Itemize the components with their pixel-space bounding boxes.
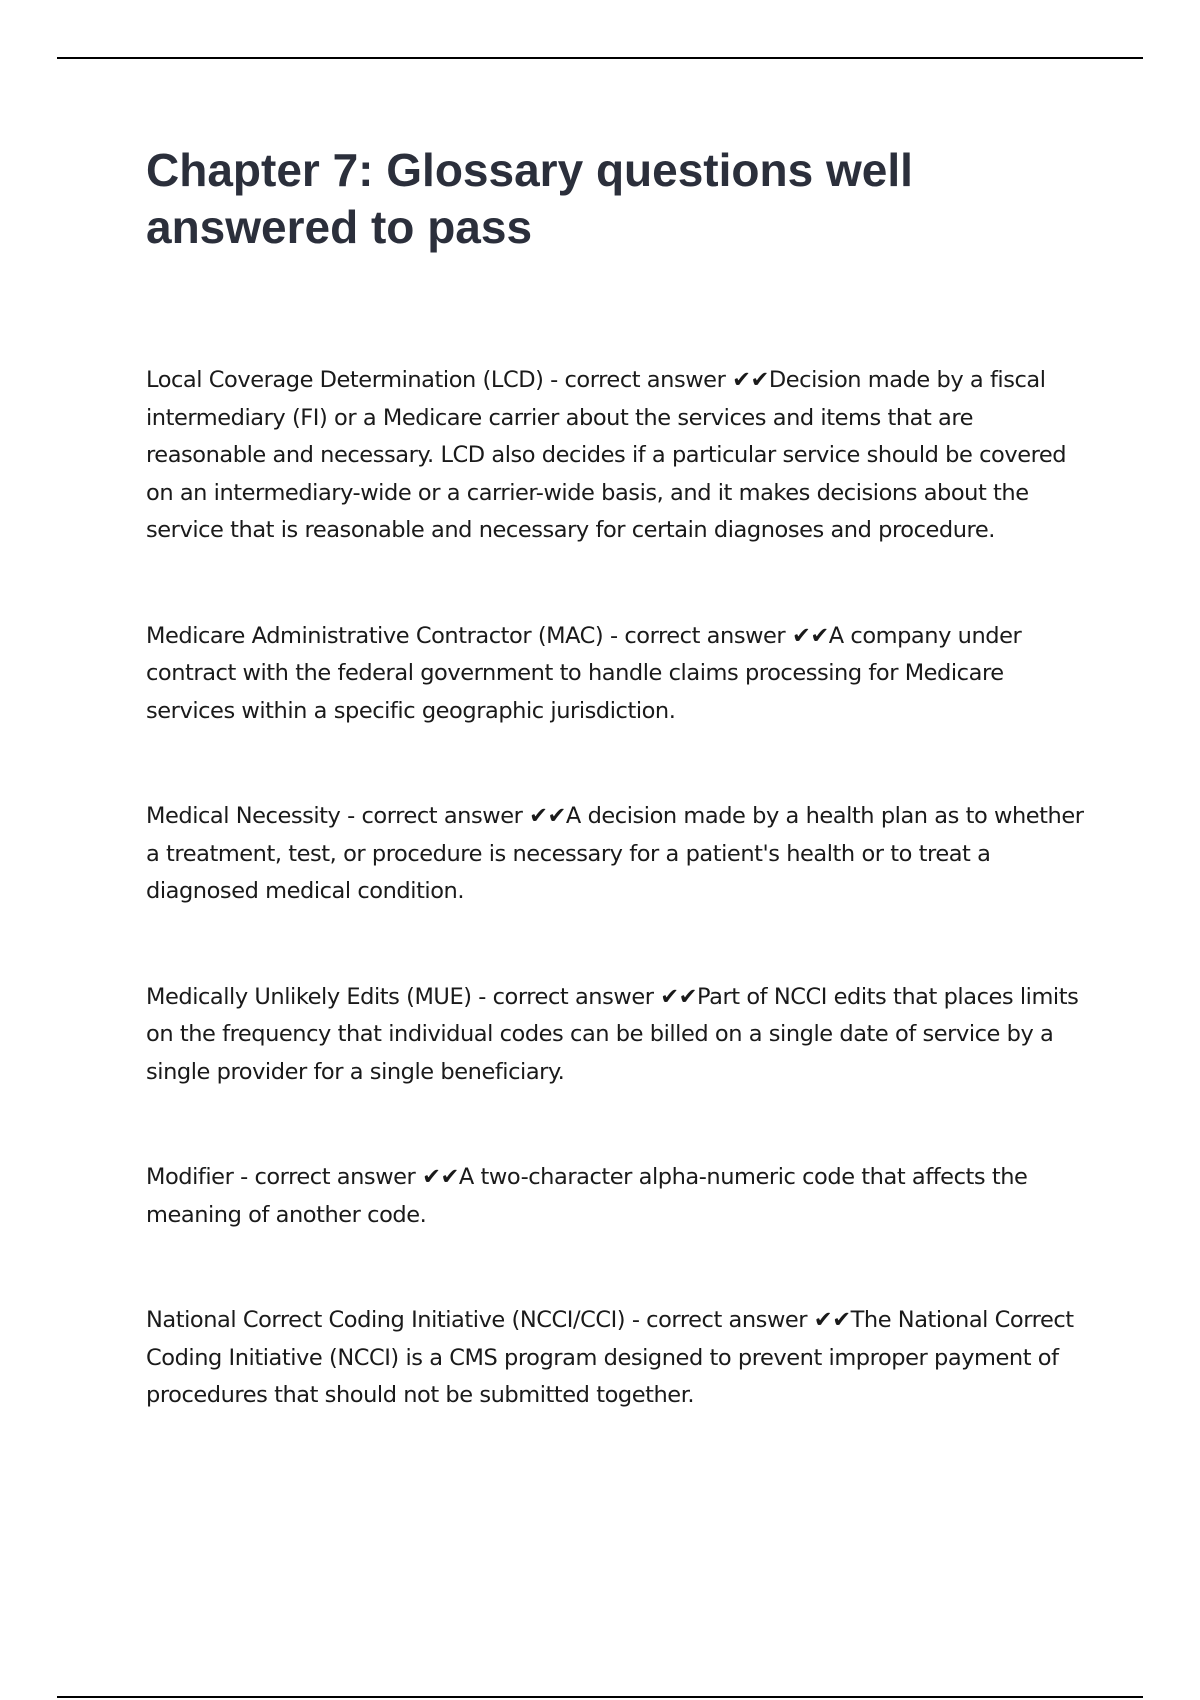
double-check-icon: ✔✔ <box>732 367 769 393</box>
glossary-entry-medical-necessity <box>146 798 1096 911</box>
glossary-entry-mue <box>146 979 1096 1092</box>
double-check-icon: ✔✔ <box>791 622 829 649</box>
entry-question: Medicare Administrative Contractor (MAC) - correct answer <box>146 622 792 649</box>
double-check-icon: ✔✔ <box>422 1164 459 1190</box>
entry-answer: Decision made by a fiscal intermediary (FI) or a Medicare carrier about the services and items that are reasonable and necessary. LCD also decides if a particular service should be covered on an intermediary-wide or a carrier-wide basis, and it makes decisions about the service that is reasonable and necessary for certain diagnoses and procedure. <box>146 367 1067 543</box>
glossary-entry-mac <box>146 618 1096 731</box>
entry-answer: A decision made by a health plan as to whether a treatment, test, or procedure is necessary for a patient's health or to treat a diagnosed medical condition. <box>146 803 1084 904</box>
entry-question: National Correct Coding Initiative (NCCI/CCI) - correct answer <box>146 1307 814 1333</box>
entry-answer: A company under contract with the federal government to handle claims processing for Medicare services within a specific geographic jurisdiction. <box>146 622 1022 724</box>
double-check-icon: ✔✔ <box>660 983 698 1010</box>
glossary-list <box>146 362 1096 1483</box>
entry-answer: Part of NCCI edits that places limits on the frequency that individual codes can be billed on a single date of service by a single provider for a single beneficiary. <box>146 983 1079 1085</box>
entry-question: Modifier - correct answer <box>146 1164 423 1190</box>
top-divider <box>57 57 1143 59</box>
glossary-entry-modifier <box>146 1159 1096 1234</box>
bottom-divider <box>57 1696 1143 1698</box>
double-check-icon: ✔✔ <box>813 1307 851 1333</box>
glossary-entry-lcd <box>146 362 1096 550</box>
page-title: Chapter 7: Glossary questions well answered to pass <box>146 144 913 253</box>
double-check-icon: ✔✔ <box>529 803 566 829</box>
entry-question: Medically Unlikely Edits (MUE) - correct answer <box>146 983 661 1010</box>
entry-answer: A two-character alpha-numeric code that affects the meaning of another code. <box>146 1164 1028 1228</box>
entry-question: Medical Necessity - correct answer <box>146 803 530 829</box>
entry-answer: The National Correct Coding Initiative (NCCI) is a CMS program designed to prevent improper payment of procedures that should not be submitted together. <box>146 1307 1074 1408</box>
entry-question: Local Coverage Determination (LCD) - correct answer <box>146 367 733 393</box>
glossary-entry-ncci <box>146 1302 1096 1415</box>
